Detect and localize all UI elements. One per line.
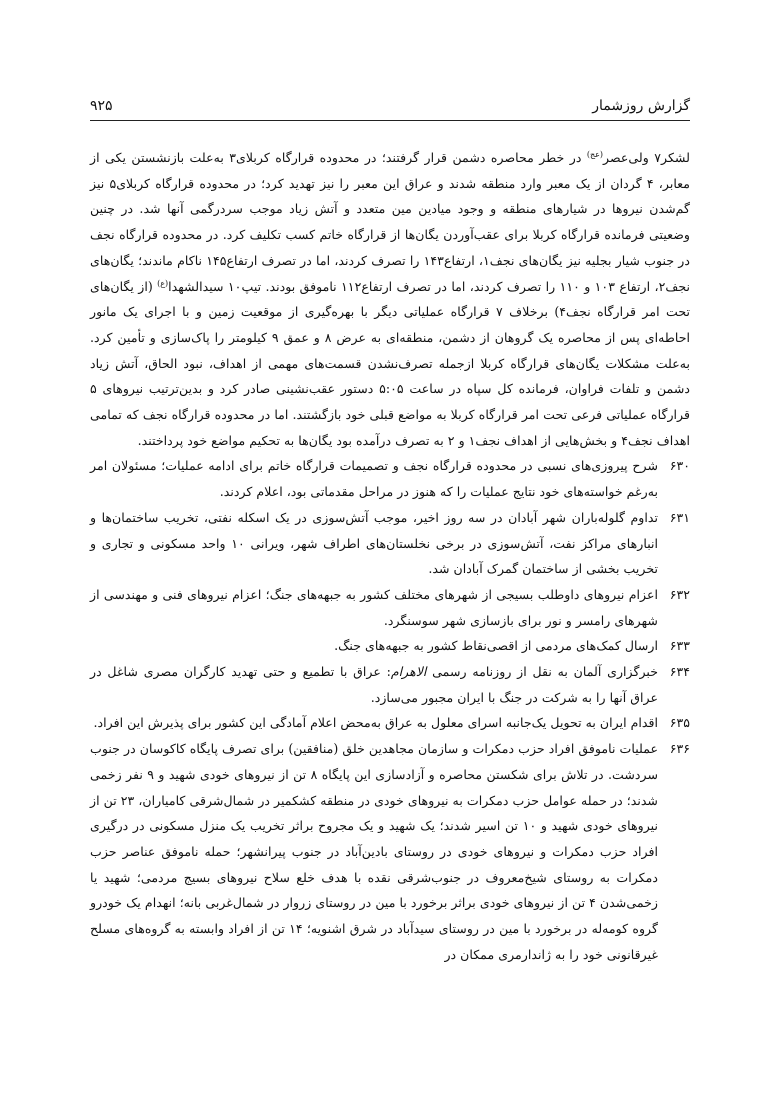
- list-item: [90, 505, 690, 582]
- item-text: [90, 659, 658, 710]
- honorific-superscript: (عج): [586, 149, 604, 159]
- newspaper-name: الاهرام: [390, 664, 427, 680]
- list-item: [90, 582, 690, 633]
- list-item: [90, 659, 690, 710]
- header-title: گزارش روزشمار: [592, 98, 690, 114]
- list-item: [90, 633, 690, 659]
- item-number: ۶۳۵: [669, 715, 690, 731]
- list-item: [90, 710, 690, 736]
- intro-text-part-3: (از یگان‌های تحت امر قرارگاه نجف۴) برخلاف ۷ قرارگاه عملیاتی دیگر با بهره‌گیری از موقعیت زمین و با اجرای یک مانور احاطه‌ای پس از محاصره یک گروهان از دشمن، منطقه‌ای به عرض ۸ و عمق ۹ کیلومتر را پاک‌سازی و تأمین کرد. به‌علت مشکلات یگان‌های قرارگاه کربلا ازجمله تصرف‌نشدن قسمت‌های مهمی از اهداف، نبود الحاق، آتش زیاد دشمن و تلفات فراوان، فرمانده کل سپاه در ساعت ۵:۰۵ دستور عقب‌نشینی صادر کرد و بدین‌ترتیب نیروهای ۵ قرارگاه عملیاتی فرعی تحت امر قرارگاه کربلا به مواضع قبلی خود بازگشتند. اما در محدوده قرارگاه نجف که تمامی اهداف نجف۴ و بخش‌هایی از اهداف نجف۱ و ۲ به تصرف درآمده بود یگان‌ها به تحکیم مواضع خود پرداختند.: [90, 278, 690, 448]
- item-number: ۶۳۳: [669, 638, 690, 654]
- item-number: ۶۳۱: [669, 509, 690, 525]
- item-text: اقدام ایران به تحویل یک‌جانبه اسرای معلول به عراق به‌محض اعلام آمادگی این کشور برای پذیرش این افراد.: [93, 715, 658, 731]
- header-rule: [90, 120, 690, 121]
- item-number: ۶۳۶: [669, 741, 690, 757]
- item-text-part: خبرگزاری آلمان به نقل از روزنامه رسمی: [426, 664, 659, 680]
- item-number: ۶۳۲: [669, 586, 690, 602]
- item-text: ارسال کمک‌های مردمی از اقصی‌نقاط کشور به جبهه‌های جنگ.: [334, 638, 658, 654]
- item-text: تداوم گلوله‌باران شهر آبادان در سه روز اخیر، موجب آتش‌سوزی در یک اسکله نفتی، تخریب ساختمان‌ها و انبارهای مراکز نفت، آتش‌سوزی در برخی نخلستان‌های اطراف شهر، ویرانی ۱۰ واحد مسکونی و تجاری و تخریب بخشی از ساختمان گمرک آبادان شد.: [90, 509, 658, 577]
- item-text: اعزام نیروهای داوطلب بسیجی از شهرهای مختلف کشور به جبهه‌های جنگ؛ اعزام نیروهای فنی و مهندسی از شهرهای رامسر و نور برای بازسازی شهر سوسنگرد.: [90, 586, 658, 628]
- list-item: [90, 736, 690, 967]
- honorific-superscript: (ع): [157, 278, 169, 288]
- item-text: شرح پیروزی‌های نسبی در محدوده قرارگاه نجف و تصمیمات قرارگاه خاتم برای ادامه عملیات؛ مسئولان امر به‌رغم خواسته‌های خود نتایج عملیات را که هنوز در مراحل مقدماتی بود، اعلام کردند.: [90, 458, 658, 500]
- intro-text-part-2: در خطر محاصره دشمن قرار گرفتند؛ در محدوده قرارگاه کربلای۳ به‌علت بازنشستن یکی از معابر، ۴ گردان از یک معبر وارد منطقه شدند و عراق این معبر را نیز تهدید کرد؛ در محدوده قرارگاه کربلای۵ نیز گم‌شدن نیروها در شیارهای منطقه و وجود میادین مین متعدد و آتش زیاد موجب سردرگمی آنها شد. در چنین وضعیتی فرمانده قرارگاه کربلا برای عقب‌آوردن یگان‌ها از قرارگاه خاتم کسب تکلیف کرد. در محدوده قرارگاه نجف در جنوب شیار بجلیه نیز یگان‌های نجف۱، ارتفاع۱۴۳ را تصرف کردند، اما در تصرف ارتفاع۱۴۵ ناکام ماندند؛ یگان‌های نجف۲، ارتفاع ۱۰۳ و ۱۱۰ را تصرف کردند، اما در تصرف ارتفاع۱۱۲ ناموفق بودند. تیپ۱۰ سیدالشهدا: [90, 150, 690, 294]
- body-text: [90, 145, 690, 968]
- item-text: عملیات ناموفق افراد حزب دمکرات و سازمان مجاهدین خلق (منافقین) برای تصرف پایگاه کاکوسان در جنوب سردشت. در تلاش برای شکستن محاصره و آزادسازی این پایگاه ۸ تن از نیروهای خودی شهید و ۹ نفر زخمی شدند؛ در حمله عوامل حزب دمکرات به نیروهای خودی در منطقه کشکمیر در شمال‌شرقی کامیاران، ۲۳ تن از نیروهای خودی شهید و ۱۰ تن اسیر شدند؛ یک شهید و یک مجروح براثر تخریب یک منزل مسکونی در درگیری افراد حزب دمکرات و نیروهای خودی در روستای بادین‌آباد در جنوب پیرانشهر؛ حمله ناموفق عناصر حزب دمکرات به روستای شیخ‌معروف در جنوب‌شرقی نقده با هدف خلع سلاح نیروهای بسیج مردمی؛ شهید یا زخمی‌شدن ۴ تن از نیروهای خودی براثر برخورد با مین در روستای زروار در شمال‌غربی بانه؛ انهدام یک خودرو گروه کومه‌له در برخورد با مین در روستای سیدآباد در شرق اشنویه؛ ۱۴ تن از افراد وابسته به گروه‌های مسلح غیرقانونی خود را به ژاندارمری ممکان در: [90, 741, 659, 962]
- intro-text-part-1: لشکر۷ ولی‌عصر: [603, 150, 690, 165]
- item-number: ۶۳۴: [669, 664, 690, 680]
- intro-paragraph: [90, 145, 690, 453]
- list-item: [90, 453, 690, 504]
- item-number: ۶۳۰: [669, 458, 690, 474]
- running-header: [90, 94, 690, 118]
- page-number: ۹۲۵: [90, 98, 113, 114]
- item-text-part: : عراق با تطمیع و حتی تهدید کارگران مصری شاغل در عراق آنها را به شرکت در جنگ با ایران مجبور می‌سازد.: [90, 664, 658, 705]
